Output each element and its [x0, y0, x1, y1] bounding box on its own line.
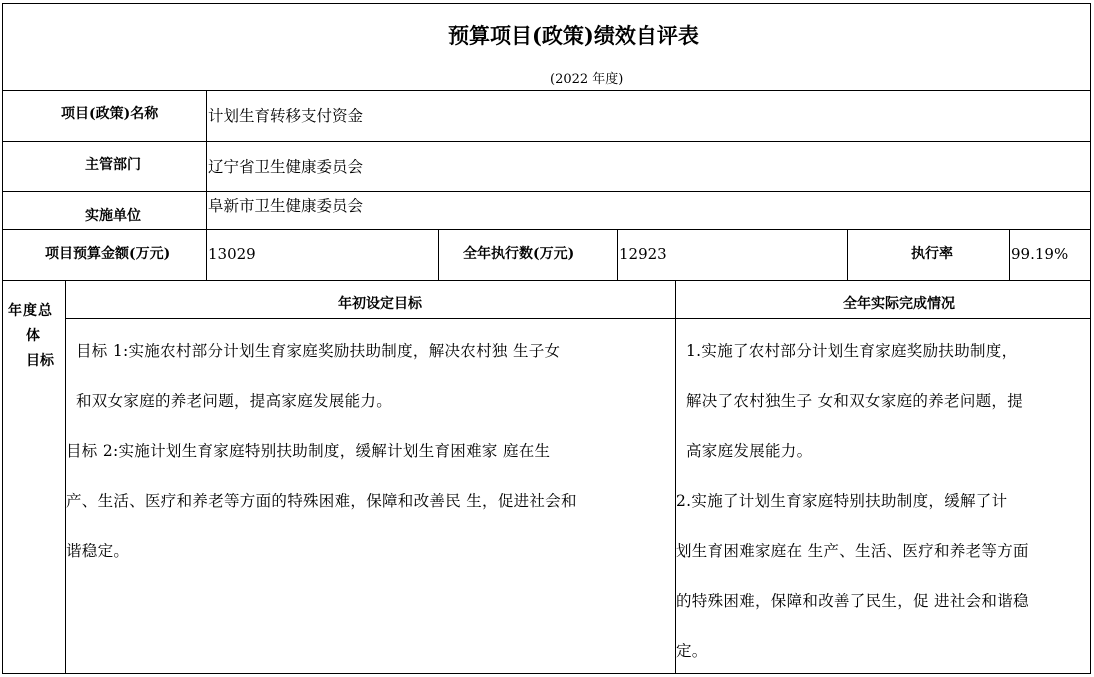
initial-goal-line: 目标 2:实施计划生育家庭特别扶助制度，缓解计划生育困难家 庭在生 [66, 442, 551, 460]
initial-goal-line: 目标 1:实施农村部分计划生育家庭奖励扶助制度，解决农村独 生子女 [76, 342, 561, 360]
actual-text [676, 326, 1090, 676]
row-divider [2, 229, 1091, 230]
initial-goal-line: 谐稳定。 [66, 542, 130, 560]
initial-goal-line: 和双女家庭的养老问题，提高家庭发展能力。 [76, 392, 393, 410]
row-divider [2, 90, 1091, 91]
overall-goal-label-line1: 年度总 [8, 303, 53, 319]
col-divider [438, 229, 439, 280]
actual-line: 定。 [676, 642, 708, 660]
row-divider [66, 318, 1091, 319]
project-name-label: 项目(政策)名称 [61, 106, 159, 122]
actual-header: 全年实际完成情况 [843, 296, 955, 312]
initial-goal-line: 产、生活、医疗和养老等方面的特殊困难，保障和改善民 生，促进社会和 [66, 492, 577, 510]
actual-line: 高家庭发展能力。 [686, 442, 813, 460]
unit-label: 实施单位 [85, 208, 141, 224]
initial-goal-header: 年初设定目标 [338, 296, 422, 312]
rate-label: 执行率 [911, 246, 953, 262]
form-year: (2022 年度) [550, 72, 624, 87]
actual-line: 的特殊困难，保障和改善了民生，促 进社会和谐稳 [676, 592, 1029, 610]
table-border-top [2, 3, 1091, 4]
row-divider [2, 191, 1091, 192]
overall-goal-label-line3: 目标 [26, 353, 54, 369]
actual-line: 2.实施了计划生育家庭特别扶助制度，缓解了计 [676, 492, 1008, 510]
overall-goal-label-line2: 体 [26, 328, 40, 344]
budget-value: 13029 [208, 245, 256, 263]
table-border-left [2, 3, 3, 674]
col-divider [206, 90, 207, 280]
col-divider [1009, 229, 1010, 280]
actual-line: 1.实施了农村部分计划生育家庭奖励扶助制度， [686, 342, 1018, 360]
unit-value: 阜新市卫生健康委员会 [208, 197, 364, 215]
col-divider [617, 229, 618, 280]
executed-label: 全年执行数(万元) [463, 246, 575, 262]
rate-value: 99.19% [1011, 245, 1069, 263]
department-label: 主管部门 [85, 157, 141, 173]
actual-line: 划生育困难家庭在 生产、生活、医疗和养老等方面 [676, 542, 1029, 560]
budget-label: 项目预算金额(万元) [45, 246, 171, 262]
project-name-value: 计划生育转移支付资金 [208, 107, 364, 125]
col-divider [847, 229, 848, 280]
row-divider [2, 280, 1091, 281]
department-value: 辽宁省卫生健康委员会 [208, 158, 364, 176]
form-title: 预算项目(政策)绩效自评表 [448, 23, 699, 48]
table-border-right [1090, 3, 1091, 674]
actual-line: 解决了农村独生子 女和双女家庭的养老问题，提 [686, 392, 1024, 410]
executed-value: 12923 [619, 245, 667, 263]
row-divider [2, 141, 1091, 142]
initial-goal-text [66, 326, 675, 576]
